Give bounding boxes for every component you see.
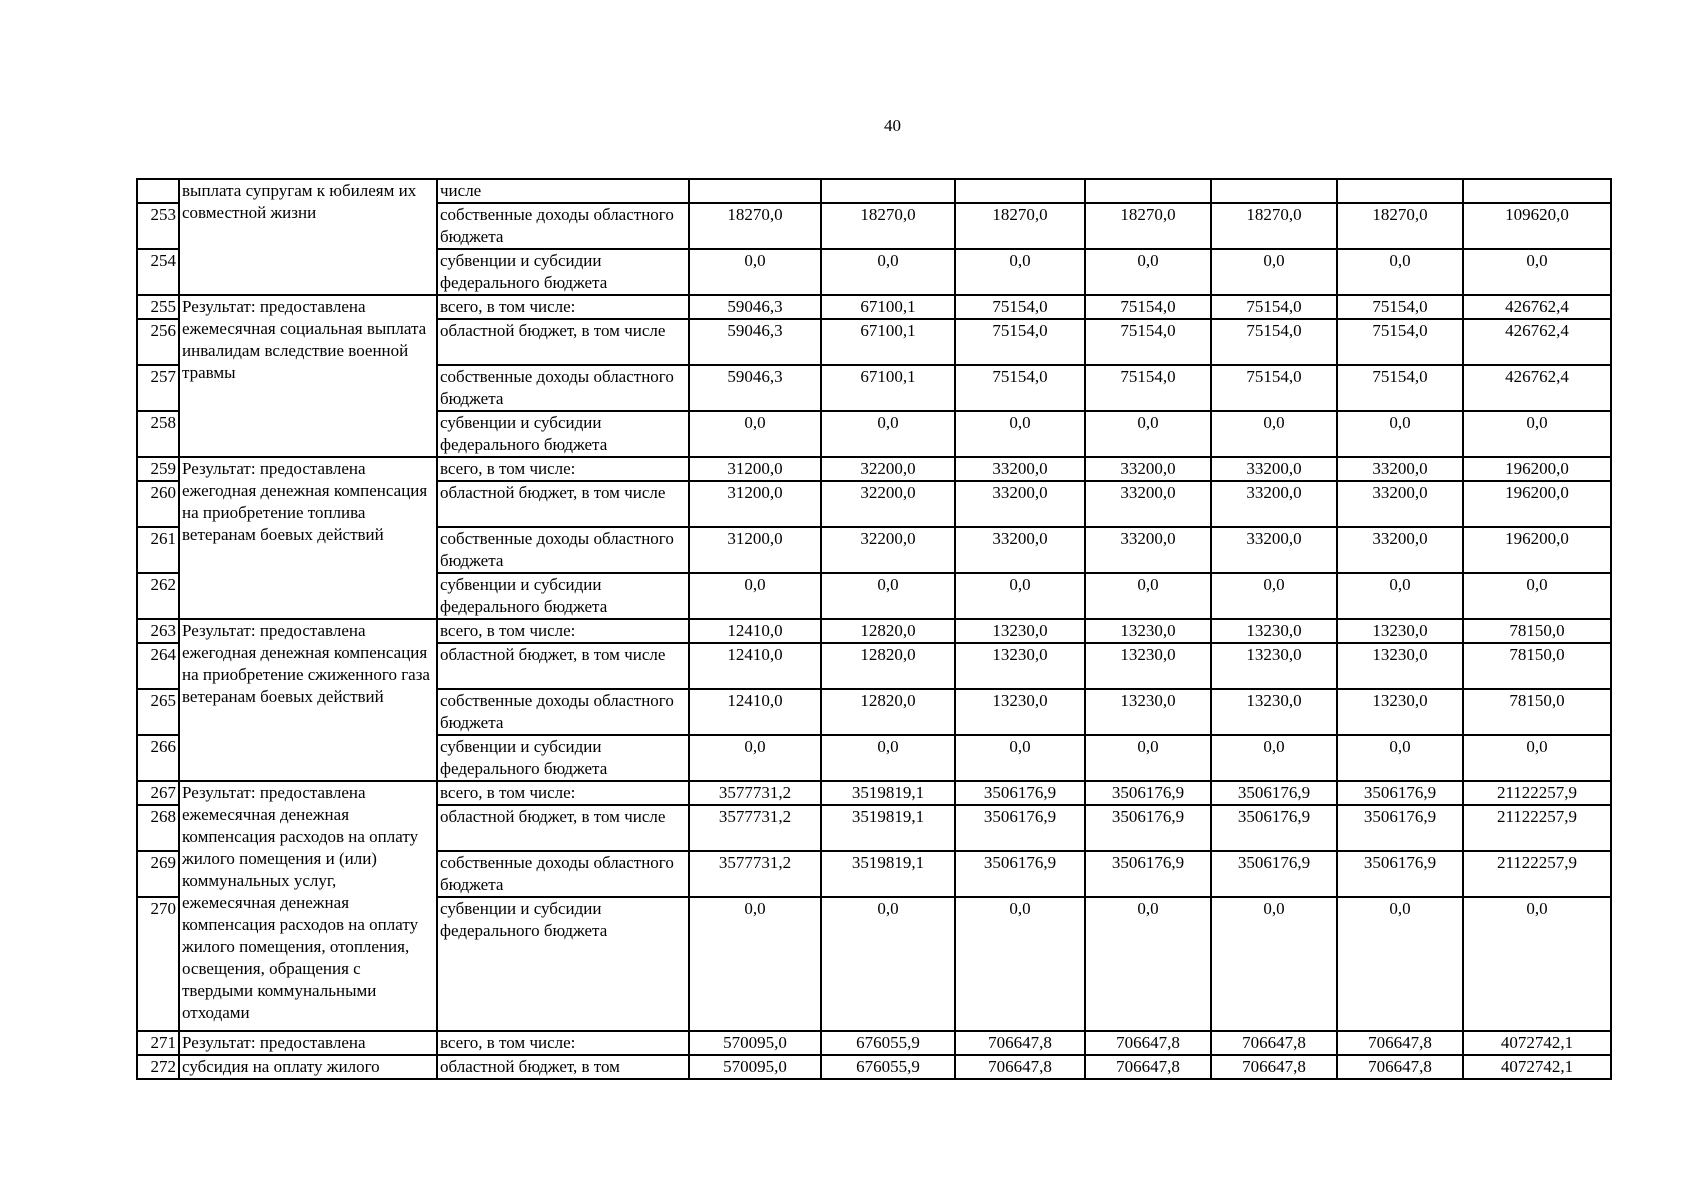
result-description: выплата супругам к юбилеям их совместной жизни bbox=[179, 179, 437, 295]
result-description: Результат: предоставлена ежемесячная социальная выплата инвалидам вследствие военной травмы bbox=[179, 295, 437, 457]
table-row bbox=[137, 1055, 1611, 1079]
year-value: 0,0 bbox=[955, 249, 1085, 295]
year-value: 75154,0 bbox=[1085, 365, 1211, 411]
year-value: 3519819,1 bbox=[821, 781, 955, 805]
year-value: 33200,0 bbox=[1211, 481, 1337, 527]
year-value: 570095,0 bbox=[689, 1031, 821, 1055]
row-number: 263 bbox=[137, 619, 179, 643]
year-value: 13230,0 bbox=[1085, 689, 1211, 735]
year-value: 0,0 bbox=[821, 573, 955, 619]
year-value: 13230,0 bbox=[955, 689, 1085, 735]
year-value: 13230,0 bbox=[1337, 643, 1463, 689]
year-value: 13230,0 bbox=[955, 643, 1085, 689]
table-row bbox=[137, 457, 1611, 481]
year-value: 31200,0 bbox=[689, 527, 821, 573]
row-number: 268 bbox=[137, 805, 179, 851]
year-value: 3506176,9 bbox=[1211, 781, 1337, 805]
result-description: Результат: предоставлена ежегодная денежная компенсация на приобретение сжиженного газа ветеранам боевых действий bbox=[179, 619, 437, 781]
result-description: Результат: предоставлена ежегодная денежная компенсация на приобретение топлива ветеранам боевых действий bbox=[179, 457, 437, 619]
year-value: 75154,0 bbox=[955, 365, 1085, 411]
year-value: 13230,0 bbox=[1337, 689, 1463, 735]
year-value: 75154,0 bbox=[1337, 295, 1463, 319]
year-value: 33200,0 bbox=[1337, 527, 1463, 573]
year-value: 75154,0 bbox=[1211, 295, 1337, 319]
year-value: 75154,0 bbox=[1085, 319, 1211, 365]
total-value: 78150,0 bbox=[1463, 643, 1611, 689]
year-value: 33200,0 bbox=[1337, 481, 1463, 527]
year-value bbox=[821, 179, 955, 203]
year-value: 12410,0 bbox=[689, 619, 821, 643]
row-number: 261 bbox=[137, 527, 179, 573]
total-value: 4072742,1 bbox=[1463, 1055, 1611, 1079]
year-value: 3506176,9 bbox=[955, 851, 1085, 897]
year-value: 67100,1 bbox=[821, 319, 955, 365]
year-value: 33200,0 bbox=[955, 481, 1085, 527]
year-value: 75154,0 bbox=[955, 319, 1085, 365]
total-value: 426762,4 bbox=[1463, 319, 1611, 365]
funding-source: собственные доходы областного бюджета bbox=[437, 365, 689, 411]
funding-source: числе bbox=[437, 179, 689, 203]
row-number: 254 bbox=[137, 249, 179, 295]
row-number: 264 bbox=[137, 643, 179, 689]
year-value: 0,0 bbox=[955, 411, 1085, 457]
funding-source: областной бюджет, в том bbox=[437, 1055, 689, 1079]
row-number: 259 bbox=[137, 457, 179, 481]
year-value: 0,0 bbox=[1211, 735, 1337, 781]
year-value: 3506176,9 bbox=[955, 781, 1085, 805]
year-value: 0,0 bbox=[1211, 411, 1337, 457]
year-value: 0,0 bbox=[955, 897, 1085, 1031]
year-value: 0,0 bbox=[1337, 411, 1463, 457]
year-value: 75154,0 bbox=[1211, 365, 1337, 411]
year-value: 13230,0 bbox=[1337, 619, 1463, 643]
year-value: 12820,0 bbox=[821, 643, 955, 689]
year-value: 0,0 bbox=[1085, 897, 1211, 1031]
year-value: 676055,9 bbox=[821, 1031, 955, 1055]
year-value: 12820,0 bbox=[821, 619, 955, 643]
total-value bbox=[1463, 179, 1611, 203]
year-value: 0,0 bbox=[1085, 735, 1211, 781]
year-value: 0,0 bbox=[689, 573, 821, 619]
year-value: 3519819,1 bbox=[821, 805, 955, 851]
year-value: 706647,8 bbox=[1211, 1055, 1337, 1079]
year-value: 0,0 bbox=[689, 735, 821, 781]
row-number: 255 bbox=[137, 295, 179, 319]
year-value: 3506176,9 bbox=[1085, 805, 1211, 851]
funding-source: всего, в том числе: bbox=[437, 295, 689, 319]
row-number: 271 bbox=[137, 1031, 179, 1055]
year-value: 0,0 bbox=[1085, 411, 1211, 457]
year-value: 3577731,2 bbox=[689, 805, 821, 851]
year-value: 706647,8 bbox=[1085, 1031, 1211, 1055]
total-value: 21122257,9 bbox=[1463, 851, 1611, 897]
row-number: 253 bbox=[137, 203, 179, 249]
year-value: 59046,3 bbox=[689, 365, 821, 411]
year-value: 67100,1 bbox=[821, 295, 955, 319]
year-value: 32200,0 bbox=[821, 527, 955, 573]
year-value: 570095,0 bbox=[689, 1055, 821, 1079]
year-value: 0,0 bbox=[1337, 573, 1463, 619]
row-number: 256 bbox=[137, 319, 179, 365]
total-value: 21122257,9 bbox=[1463, 781, 1611, 805]
funding-source: субвенции и субсидии федерального бюджета bbox=[437, 411, 689, 457]
table-row bbox=[137, 295, 1611, 319]
year-value: 33200,0 bbox=[955, 527, 1085, 573]
row-number: 258 bbox=[137, 411, 179, 457]
year-value bbox=[689, 179, 821, 203]
year-value: 18270,0 bbox=[689, 203, 821, 249]
table-body bbox=[137, 179, 1611, 1079]
funding-source: всего, в том числе: bbox=[437, 1031, 689, 1055]
funding-source: собственные доходы областного бюджета bbox=[437, 527, 689, 573]
year-value: 13230,0 bbox=[1085, 619, 1211, 643]
year-value: 33200,0 bbox=[955, 457, 1085, 481]
total-value: 4072742,1 bbox=[1463, 1031, 1611, 1055]
result-description: Результат: предоставлена bbox=[179, 1031, 437, 1055]
row-number: 260 bbox=[137, 481, 179, 527]
year-value: 18270,0 bbox=[1211, 203, 1337, 249]
year-value: 75154,0 bbox=[1337, 365, 1463, 411]
year-value: 3519819,1 bbox=[821, 851, 955, 897]
year-value: 3506176,9 bbox=[1085, 851, 1211, 897]
total-value: 0,0 bbox=[1463, 411, 1611, 457]
funding-source: собственные доходы областного бюджета bbox=[437, 203, 689, 249]
year-value: 706647,8 bbox=[1211, 1031, 1337, 1055]
row-number: 265 bbox=[137, 689, 179, 735]
year-value: 33200,0 bbox=[1337, 457, 1463, 481]
year-value: 12410,0 bbox=[689, 689, 821, 735]
year-value: 13230,0 bbox=[1211, 619, 1337, 643]
year-value: 706647,8 bbox=[1085, 1055, 1211, 1079]
year-value: 706647,8 bbox=[1337, 1031, 1463, 1055]
year-value: 0,0 bbox=[821, 897, 955, 1031]
row-number: 267 bbox=[137, 781, 179, 805]
year-value: 0,0 bbox=[955, 573, 1085, 619]
year-value: 3506176,9 bbox=[1085, 781, 1211, 805]
year-value: 3506176,9 bbox=[1211, 805, 1337, 851]
total-value: 78150,0 bbox=[1463, 689, 1611, 735]
funding-source: областной бюджет, в том числе bbox=[437, 805, 689, 851]
year-value: 33200,0 bbox=[1211, 457, 1337, 481]
year-value: 12820,0 bbox=[821, 689, 955, 735]
funding-source: областной бюджет, в том числе bbox=[437, 481, 689, 527]
year-value: 3506176,9 bbox=[1337, 781, 1463, 805]
year-value: 13230,0 bbox=[955, 619, 1085, 643]
year-value: 75154,0 bbox=[1085, 295, 1211, 319]
year-value bbox=[955, 179, 1085, 203]
funding-source: собственные доходы областного бюджета bbox=[437, 851, 689, 897]
year-value: 3506176,9 bbox=[1211, 851, 1337, 897]
funding-source: областной бюджет, в том числе bbox=[437, 319, 689, 365]
year-value: 18270,0 bbox=[1085, 203, 1211, 249]
year-value: 32200,0 bbox=[821, 457, 955, 481]
row-number: 270 bbox=[137, 897, 179, 1031]
year-value: 32200,0 bbox=[821, 481, 955, 527]
year-value bbox=[1085, 179, 1211, 203]
year-value: 706647,8 bbox=[955, 1055, 1085, 1079]
result-description: Результат: предоставлена ежемесячная денежная компенсация расходов на оплату жилого помещения и (или) коммунальных услуг, ежемесячная денежная компенсация расходов на оплату жилого помещения, отопления, освещения, обращения с твердыми коммунальными отходами bbox=[179, 781, 437, 1031]
funding-source: всего, в том числе: bbox=[437, 457, 689, 481]
year-value: 0,0 bbox=[1337, 735, 1463, 781]
funding-source: субвенции и субсидии федерального бюджета bbox=[437, 249, 689, 295]
total-value: 426762,4 bbox=[1463, 295, 1611, 319]
row-number: 272 bbox=[137, 1055, 179, 1079]
year-value: 13230,0 bbox=[1211, 689, 1337, 735]
total-value: 109620,0 bbox=[1463, 203, 1611, 249]
result-description: субсидия на оплату жилого bbox=[179, 1055, 437, 1079]
total-value: 78150,0 bbox=[1463, 619, 1611, 643]
funding-source: субвенции и субсидии федерального бюджета bbox=[437, 735, 689, 781]
year-value: 0,0 bbox=[1337, 249, 1463, 295]
year-value: 13230,0 bbox=[1085, 643, 1211, 689]
year-value bbox=[1211, 179, 1337, 203]
year-value: 3506176,9 bbox=[955, 805, 1085, 851]
table-row bbox=[137, 179, 1611, 203]
budget-table bbox=[136, 178, 1612, 1080]
row-number: 269 bbox=[137, 851, 179, 897]
total-value: 21122257,9 bbox=[1463, 805, 1611, 851]
year-value: 75154,0 bbox=[1337, 319, 1463, 365]
year-value: 3506176,9 bbox=[1337, 805, 1463, 851]
year-value: 0,0 bbox=[689, 411, 821, 457]
year-value: 0,0 bbox=[1085, 573, 1211, 619]
year-value: 12410,0 bbox=[689, 643, 821, 689]
year-value: 31200,0 bbox=[689, 457, 821, 481]
year-value: 706647,8 bbox=[955, 1031, 1085, 1055]
year-value: 0,0 bbox=[1211, 573, 1337, 619]
year-value: 0,0 bbox=[821, 249, 955, 295]
total-value: 0,0 bbox=[1463, 249, 1611, 295]
row-number: 262 bbox=[137, 573, 179, 619]
year-value: 0,0 bbox=[1211, 897, 1337, 1031]
total-value: 196200,0 bbox=[1463, 527, 1611, 573]
year-value: 33200,0 bbox=[1085, 527, 1211, 573]
funding-source: всего, в том числе: bbox=[437, 619, 689, 643]
year-value: 0,0 bbox=[1337, 897, 1463, 1031]
year-value: 18270,0 bbox=[1337, 203, 1463, 249]
table-row bbox=[137, 619, 1611, 643]
year-value: 31200,0 bbox=[689, 481, 821, 527]
funding-source: субвенции и субсидии федерального бюджета bbox=[437, 897, 689, 1031]
year-value: 0,0 bbox=[689, 249, 821, 295]
year-value: 75154,0 bbox=[955, 295, 1085, 319]
total-value: 0,0 bbox=[1463, 897, 1611, 1031]
row-number: 266 bbox=[137, 735, 179, 781]
year-value: 67100,1 bbox=[821, 365, 955, 411]
funding-source: субвенции и субсидии федерального бюджета bbox=[437, 573, 689, 619]
year-value: 0,0 bbox=[1085, 249, 1211, 295]
page-number: 40 bbox=[884, 116, 901, 135]
year-value: 59046,3 bbox=[689, 295, 821, 319]
year-value: 33200,0 bbox=[1085, 457, 1211, 481]
funding-source: областной бюджет, в том числе bbox=[437, 643, 689, 689]
row-number: 257 bbox=[137, 365, 179, 411]
total-value: 426762,4 bbox=[1463, 365, 1611, 411]
year-value: 59046,3 bbox=[689, 319, 821, 365]
total-value: 196200,0 bbox=[1463, 457, 1611, 481]
year-value: 0,0 bbox=[689, 897, 821, 1031]
year-value: 3577731,2 bbox=[689, 851, 821, 897]
year-value bbox=[1337, 179, 1463, 203]
year-value: 0,0 bbox=[1211, 249, 1337, 295]
year-value: 3506176,9 bbox=[1337, 851, 1463, 897]
table-row bbox=[137, 1031, 1611, 1055]
table-row bbox=[137, 781, 1611, 805]
year-value: 0,0 bbox=[821, 735, 955, 781]
year-value: 18270,0 bbox=[821, 203, 955, 249]
year-value: 75154,0 bbox=[1211, 319, 1337, 365]
year-value: 3577731,2 bbox=[689, 781, 821, 805]
year-value: 0,0 bbox=[821, 411, 955, 457]
total-value: 196200,0 bbox=[1463, 481, 1611, 527]
total-value: 0,0 bbox=[1463, 573, 1611, 619]
year-value: 706647,8 bbox=[1337, 1055, 1463, 1079]
year-value: 13230,0 bbox=[1211, 643, 1337, 689]
funding-source: всего, в том числе: bbox=[437, 781, 689, 805]
year-value: 0,0 bbox=[955, 735, 1085, 781]
row-number bbox=[137, 179, 179, 203]
total-value: 0,0 bbox=[1463, 735, 1611, 781]
funding-source: собственные доходы областного бюджета bbox=[437, 689, 689, 735]
year-value: 676055,9 bbox=[821, 1055, 955, 1079]
year-value: 33200,0 bbox=[1211, 527, 1337, 573]
year-value: 18270,0 bbox=[955, 203, 1085, 249]
year-value: 33200,0 bbox=[1085, 481, 1211, 527]
